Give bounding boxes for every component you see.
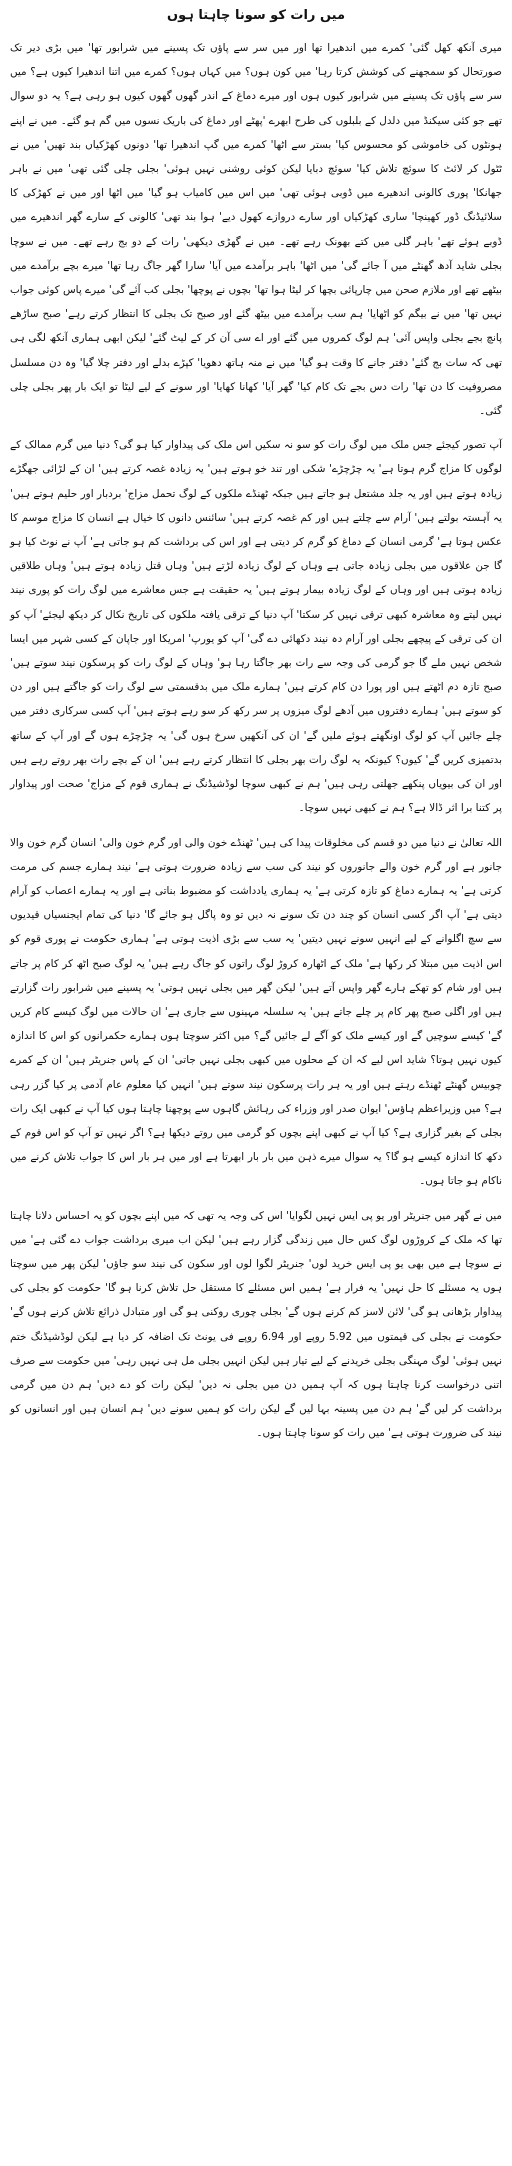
article-body [10,36,502,1446]
article-title: میں رات کو سونا چاہتا ہوں [166,8,345,23]
article-paragraph: آپ تصور کیجئے جس ملک میں لوگ رات کو سو نہ سکیں اس ملک کی پیداوار کیا ہو گی؟ دنیا میں گرم ممالک کے لوگوں کا مزاج گرم ہوتا ہے' یہ چڑچڑے' شکی اور تند خو ہوتے ہیں' یہ زیادہ غصہ کرتے ہیں' ان کے لڑائی جھگڑے زیادہ ہوتے ہیں اور یہ جلد مشتعل ہو جاتے ہیں جبکہ ٹھنڈے ملکوں کے لوگ تحمل مزاج' بردبار اور حلیم ہوتے ہیں' یہ آہستہ بولتے ہیں' آرام سے چلتے ہیں اور کم غصہ کرتے ہیں' سائنس دانوں کا خیال ہے انسان کا مزاج موسم کا عکس ہوتا ہے' گرمی انسان کے دماغ کو گرم کر دیتی ہے اور اس کی برداشت کم ہو جاتی ہے' آپ نے نوٹ کیا ہو گا جن علاقوں میں بجلی زیادہ جاتی ہے وہاں کے لوگ زیادہ لڑتے ہیں' وہاں قتل زیادہ ہوتے ہیں' وہاں طلاقیں زیادہ ہوتی ہیں اور وہاں کے لوگ زیادہ بیمار ہوتے ہیں' یہ حقیقت ہے جس معاشرے میں لوگ رات کو پوری نیند نہیں لیتے وہ معاشرہ کبھی ترقی نہیں کر سکتا' آپ دنیا کے ترقی یافتہ ملکوں کی تاریخ نکال کر دیکھ لیجئے' آپ کو ان کی ترقی کے پیچھے بجلی اور آرام دہ نیند دکھائی دے گی' آپ کو یورپ' امریکا اور جاپان کے کسی شہر میں ایسا شخص نہیں ملے گا جو گرمی کی وجہ سے رات بھر جاگتا رہا ہو' وہاں کے لوگ رات کو پرسکون نیند سوتے ہیں' صبح تازہ دم اٹھتے ہیں اور پورا دن کام کرتے ہیں' ہمارے ملک میں بدقسمتی سے لوگ رات کو جاگتے ہیں اور دن کو سوتے ہیں' ہمارے دفتروں میں آدھے لوگ میزوں پر سر رکھ کر سو رہے ہوتے ہیں' آپ کسی سرکاری دفتر میں چلے جائیں آپ کو لوگ اونگھتے ہوئے ملیں گے' ان کی آنکھیں سرخ ہوں گی' یہ چڑچڑے ہوں گے اور آپ کے ساتھ بدتمیزی کریں گے' کیوں؟ کیونکہ یہ لوگ رات بھر بجلی کا انتظار کرتے رہے ہیں' ان کے بچے رات بھر روتے رہے ہیں اور ان کی بیویاں پنکھے جھلتی رہی ہیں' ہم نے کبھی سوچا لوڈشیڈنگ نے ہماری قوم کے مزاج' صحت اور پیداوار پر کتنا برا اثر ڈالا ہے؟ ہم نے کبھی نہیں سوچا۔ [10,439,502,815]
article-paragraph: اللہ تعالیٰ نے دنیا میں دو قسم کی مخلوقات پیدا کی ہیں' ٹھنڈے خون والی اور گرم خون والی' انسان گرم خون والا جانور ہے اور گرم خون والے جانوروں کو نیند کی سب سے زیادہ ضرورت ہوتی ہے' نیند ہمارے جسم کی مرمت کرتی ہے' یہ ہمارے دماغ کو تازہ کرتی ہے' یہ ہماری یادداشت کو مضبوط بناتی ہے اور یہ ہمارے اعصاب کو آرام دیتی ہے' آپ اگر کسی انسان کو چند دن تک سونے نہ دیں تو وہ پاگل ہو جائے گا' دنیا کی تمام ایجنسیاں قیدیوں سے سچ اگلوانے کے لیے انہیں سونے نہیں دیتیں' یہ سب سے بڑی اذیت ہوتی ہے' ہماری حکومت نے پوری قوم کو اس اذیت میں مبتلا کر رکھا ہے' ملک کے اٹھارہ کروڑ لوگ راتوں کو جاگ رہے ہیں' یہ لوگ صبح اٹھ کر کام پر جاتے ہیں اور شام کو تھکے ہارے گھر واپس آتے ہیں' لیکن گھر میں بجلی نہیں ہوتی' یہ پسینے میں شرابور رات گزارتے ہیں اور اگلی صبح پھر کام پر چلے جاتے ہیں' یہ سلسلہ مہینوں سے جاری ہے' ان حالات میں لوگ کیسے کام کریں گے' کیسے سوچیں گے اور کیسے ملک کو آگے لے جائیں گے؟ میں اکثر سوچتا ہوں ہمارے حکمرانوں کو اس کا اندازہ کیوں نہیں ہوتا؟ شاید اس لیے کہ ان کے محلوں میں کبھی بجلی نہیں جاتی' ان کے پاس جنریٹر ہیں' ان کے کمرے چوبیس گھنٹے ٹھنڈے رہتے ہیں اور یہ ہر رات پرسکون نیند سوتے ہیں' انہیں کیا معلوم عام آدمی پر کیا گزر رہی ہے؟ میں وزیراعظم ہاؤس' ایوان صدر اور وزراء کی رہائش گاہوں سے پوچھنا چاہتا ہوں کیا آپ نے کبھی ایک رات بجلی کے بغیر گزاری ہے؟ کیا آپ نے کبھی اپنے بچوں کو گرمی میں روتے دیکھا ہے؟ اگر نہیں تو آپ کو اس قوم کے دکھ کا اندازہ کیسے ہو گا؟ یہ سوال میرے ذہن میں بار بار ابھرتا ہے اور میں ہر بار اس کا جواب تلاش کرنے میں ناکام ہو جاتا ہوں۔ [10,836,502,1188]
article-paragraph: میری آنکھ کھل گئی' کمرے میں اندھیرا تھا اور میں سر سے پاؤں تک پسینے میں شرابور تھا' میں بڑی دیر تک صورتحال کو سمجھنے کی کوشش کرتا رہا' میں کون ہوں؟ میں کہاں ہوں؟ کمرے میں اتنا اندھیرا کیوں ہے؟ میں سر سے پاؤں تک پسینے میں شرابور کیوں ہوں اور میرے دماغ کے اندر گھوں گھوں کیوں ہو رہی ہے؟ یہ دو سوال تھے جو کئی سیکنڈ میں دلدل کے بلبلوں کی طرح ابھرے 'پھٹے اور دماغ کی باریک نسوں میں گم ہو گئے۔ میں نے اپنے ہونٹوں کی خاموشی کو محسوس کیا' بستر سے اٹھا' کمرے میں گپ اندھیرا تھا' دونوں کھڑکیاں بند تھیں' میں نے ٹٹول کر لائٹ کا سوئچ تلاش کیا' سوئچ دبایا لیکن کوئی روشنی نہیں ہوئی' بجلی چلی گئی تھی' میں نے باہر جھانکا' پوری کالونی اندھیرے میں ڈوبی ہوئی تھی' میں اس میں کامیاب ہو گیا' میں اٹھا اور میں نے کھڑکی کا سلائیڈنگ ڈور کھینچا' ساری کھڑکیاں اور سارے دروازے کھول دیے' ہوا بند تھی' کالونی کے سارے گھر اندھیرے میں ڈوبے ہوئے تھے' باہر گلی میں کتے بھونک رہے تھے۔ میں نے گھڑی دیکھی' رات کے دو بج رہے تھے۔ میں نے سوچا بجلی شاید آدھ گھنٹے میں آ جائے گی' میں اٹھا' باہر برآمدے میں آیا' سارا گھر جاگ رہا تھا' میرے بچے برآمدے میں بیٹھے تھے اور ملازم صحن میں چارپائی بچھا کر لیٹا ہوا تھا' بچوں نے پوچھا' بجلی کب آئے گی' میرے پاس کوئی جواب نہیں تھا' میں نے بیگم کو اٹھایا' ہم سب برآمدے میں بیٹھ گئے اور صبح تک بجلی کا انتظار کرتے رہے' صبح ساڑھے پانچ بجے بجلی واپس آئی' ہم لوگ کمروں میں گئے اور اے سی آن کر کے لیٹ گئے' لیکن ابھی ہماری آنکھ لگی ہی تھی کہ سات بج گئے' دفتر جانے کا وقت ہو گیا' میں نے منہ ہاتھ دھویا' کپڑے بدلے اور دفتر چلا گیا' وہ دن مسلسل مصروفیت کا دن تھا' رات دس بجے تک کام کیا' گھر آیا' کھانا کھایا' اور سونے کے لیے لیٹا تو ایک بار پھر بجلی چلی گئی۔ [10,42,502,418]
article-paragraph: میں نے گھر میں جنریٹر اور یو پی ایس نہیں لگوایا' اس کی وجہ یہ تھی کہ میں اپنے بچوں کو یہ احساس دلانا چاہتا تھا کہ ملک کے کروڑوں لوگ کس حال میں زندگی گزار رہے ہیں' لیکن اب میری برداشت جواب دے گئی ہے' میں نے سوچا ہے میں بھی یو پی ایس خرید لوں' جنریٹر لگوا لوں اور سکون کی نیند سو جاؤں' لیکن پھر میں سوچتا ہوں یہ مسئلے کا حل نہیں' یہ فرار ہے' ہمیں اس مسئلے کا مستقل حل تلاش کرنا ہو گا' حکومت کو بجلی کی پیداوار بڑھانی ہو گی' لائن لاسز کم کرنے ہوں گے' بجلی چوری روکنی ہو گی اور متبادل ذرائع تلاش کرنے ہوں گے' حکومت نے بجلی کی قیمتوں میں 5.92 روپے اور 6.94 روپے فی یونٹ تک اضافہ کر دیا ہے لیکن لوڈشیڈنگ ختم نہیں ہوئی' لوگ مہنگی بجلی خریدنے کے لیے تیار ہیں لیکن انہیں بجلی مل ہی نہیں رہی' میں حکومت سے صرف اتنی درخواست کرنا چاہتا ہوں کہ آپ ہمیں دن میں بجلی نہ دیں' لیکن رات کو دے دیں' ہم دن میں گرمی برداشت کر لیں گے' ہم دن میں پسینہ بہا لیں گے لیکن رات کو ہمیں سونے دیں' ہم انسان ہیں اور انسانوں کو نیند کی ضرورت ہوتی ہے' میں رات کو سونا چاہتا ہوں۔ [10,1209,502,1440]
